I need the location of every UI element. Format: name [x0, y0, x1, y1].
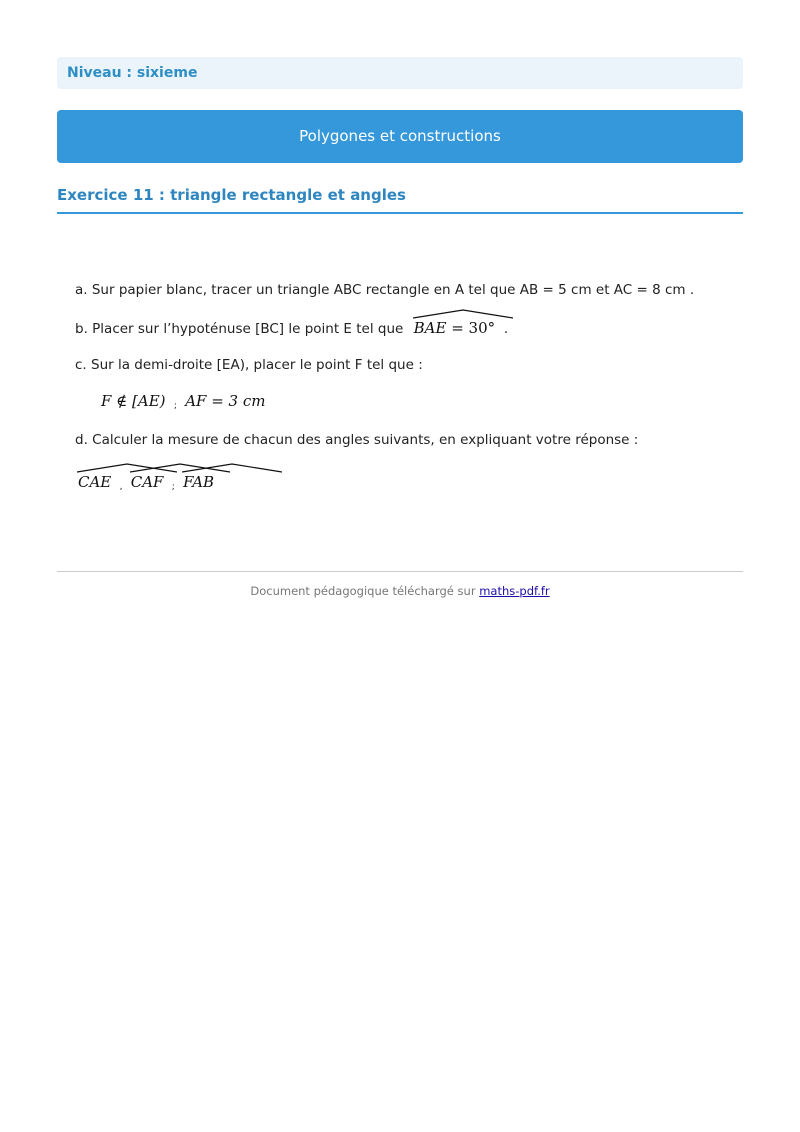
question-d-angles	[78, 472, 214, 497]
footer	[57, 583, 743, 599]
question-b-end: .	[503, 321, 509, 337]
condition-separator: ;	[173, 401, 177, 411]
angle-bae-value: = 30°	[451, 319, 496, 337]
condition-f-not-in-ae: F ∉ [AE)	[101, 392, 166, 410]
angle-hat-icon	[130, 463, 230, 473]
question-a: a. Sur papier blanc, tracer un triangle ABC rectangle en A tel que AB = 5 cm et AC = 8 cm .	[75, 282, 695, 298]
angle-hat-icon	[182, 463, 282, 473]
level-label: Niveau : sixieme	[57, 57, 743, 89]
angle-separator: ;	[171, 482, 175, 492]
angle-separator: ,	[119, 482, 123, 492]
exercise-title-divider	[57, 212, 743, 214]
condition-af-length: AF = 3 cm	[185, 392, 266, 410]
angle-bae: BAE	[414, 318, 447, 338]
question-c: c. Sur la demi-droite [EA), placer le point F tel que :	[75, 357, 423, 373]
angle-bae-formula	[414, 319, 500, 337]
page-title-banner: Polygones et constructions	[57, 110, 743, 163]
question-d: d. Calculer la mesure de chacun des angles suivants, en expliquant votre réponse :	[75, 432, 639, 448]
question-b-text: b. Placer sur l’hypoténuse [BC] le point E tel que	[75, 321, 404, 337]
angle-fab: FAB	[183, 472, 214, 492]
exercise-title: Exercice 11 : triangle rectangle et angles	[57, 186, 406, 204]
angle-caf: CAF	[131, 472, 164, 492]
footer-link[interactable]: maths-pdf.fr	[479, 584, 550, 598]
question-c-conditions	[101, 391, 265, 416]
angle-cae: CAE	[78, 472, 111, 492]
question-b	[75, 318, 508, 339]
footer-text: Document pédagogique téléchargé sur	[250, 584, 476, 598]
angle-hat-icon	[413, 309, 513, 319]
footer-divider	[57, 571, 743, 572]
